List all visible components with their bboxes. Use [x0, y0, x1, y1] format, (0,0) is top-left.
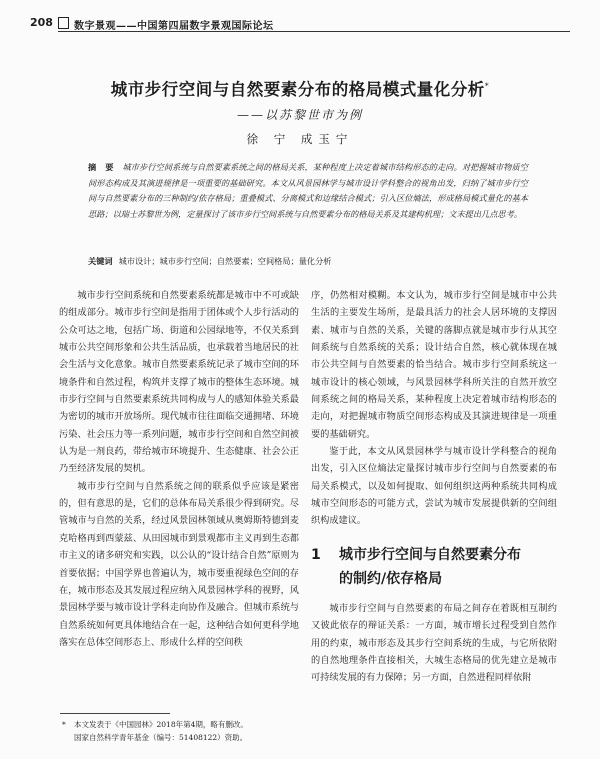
keywords-text: 城市设计；城市步行空间；自然要素；空间格局；量化分析 [118, 256, 332, 266]
body-right-column [311, 287, 557, 530]
article-title [0, 76, 600, 100]
title-footnote-mark: * [484, 81, 490, 91]
body-paragraph: 序，仍然相对模糊。本文认为，城市步行空间是城市中公共生活的主要发生场所，是最具活力的社会人居环境的支撑因素、城市与自然的关系，关键的落脚点就是城市步行从其空间系统与自然系统的关系；设计结合自然，核心就体现在城市公共空间与自然要素的恰当结合。城市步行空间系统这一城市设计的核心领域，与风景园林学科所关注的自然开放空间系统之间的格局关系，某种程度上决定着城市结构形态的走向，对把握城市物质空间形态构成及其演进规律是一项重要的基础研究。 [311, 290, 557, 440]
body-paragraph: 城市步行空间与自然系统之间的联系似乎应该是紧密的，但有意思的是，它们的总体布局关系很少得到研究。尽管城市与自然的关系，经过风景园林领域从奥姆斯特德到麦克哈格再到西蒙兹、从田园城市到景观都市主义再到生态都市主义的诸多研究和实践，以公认的“设计结合自然”原则为首要依据；中国学界也普遍认为，城市要重视绿色空间的存在，城市形态及其发展过程应纳入风景园林学科的视野，风景园林学要与城市设计学科走向协作及融合。但城市系统与自然系统如何更具体地结合在一起，这种结合如何更科学地落实在总体空间形态上、形成什么样的空间秩 [59, 480, 299, 648]
body-left-column [59, 287, 299, 651]
abstract-label: 摘 要 [88, 162, 117, 172]
running-header-title: 数字景观——中国第四届数字景观国际论坛 [74, 21, 274, 32]
keywords [88, 256, 528, 267]
article-authors: 徐 宁 成玉宁 [246, 132, 354, 146]
abstract-text: 城市步行空间系统与自然要素系统之间的格局关系，某种程度上决定着城市结构形态的走向。对把握城市物质空间形态构成及其演进规律是一项重要的基础研究。本文从风景园林学与城市设计学科整合的视角出发，归纳了城市步行空间与自然要素分布的三种制约/依存格局；重叠模式、分离模式和边缘结合模式；引入区位熵法，形成格局模式量化的基本思路；以瑞士苏黎世为例，定量探讨了该市步行空间系统与自然要素分布的格局关系及其建构机理；文末提出几点思考。 [88, 162, 528, 219]
footnote [62, 718, 404, 744]
article-subtitle: ——以苏黎世市为例 [236, 108, 363, 122]
header-box-ornament [58, 17, 69, 29]
page-number: 208 [30, 16, 53, 29]
header-rule [58, 31, 570, 32]
footnote-line: 国家自然科学青年基金（编号：51408122）资助。 [74, 733, 248, 742]
body-paragraph: 城市步行空间系统和自然要素系统都是城市中不可或缺的组成部分。城市步行空间是指用于团体或个人步行活动的公众可达之地，包括广场、街道和公园绿地等，不仅关系到城市公共空间形象和公共生活品质，也承载着当地居民的社会生活与文化意象。城市自然要素系统记录了城市空间的环境条件和自然过程，构筑并支撑了城市的整体生态环境。城市步行空间与自然要素系统共同构成与人的感知体验关系最为密切的城市开放场所。现代城市往往面临交通拥堵、环境污染、社会压力等一系列问题，城市步行空间和自然空间被认为是一剂良药，带给城市环境提升、生态健康、社会公正乃至经济发展的契机。 [59, 290, 299, 475]
section-body [311, 600, 557, 687]
body-paragraph: 城市步行空间与自然要素的布局之间存在着既相互制约又彼此依存的辩证关系：一方面，城市增长过程受到自然作用的约束，城市形态及其步行空间系统的生成，与它所依附的自然地理条件直接相关，大城生态格局的优先建立是城市可持续发展的有力保障；另一方面，自然进程同样依附 [311, 603, 557, 684]
abstract [88, 160, 528, 222]
section-title-line1: 城市步行空间与自然要素分布 [339, 547, 521, 563]
section-number: 1 [311, 547, 321, 563]
footnote-line: 本文发表于《中国园林》2018年第4期，略有删改。 [74, 720, 248, 729]
body-paragraph: 鉴于此，本文从风景园林学与城市设计学科整合的视角出发，引入区位熵法定量探讨城市步行空间与自然要素的布局关系模式，以及如何提取、如何组织这两种系统共同构成城市空间形态的可能方式，尝试为城市发展提供新的空间组织构成建议。 [311, 446, 557, 527]
footnote-rule [60, 713, 170, 714]
article-title-text: 城市步行空间与自然要素分布的格局模式量化分析 [110, 80, 485, 99]
section-heading [311, 543, 561, 591]
section-title-line2: 的制约/依存格局 [339, 571, 443, 587]
footnote-mark: * [62, 720, 66, 729]
keywords-label: 关键词 [88, 256, 113, 266]
running-header [30, 14, 570, 32]
